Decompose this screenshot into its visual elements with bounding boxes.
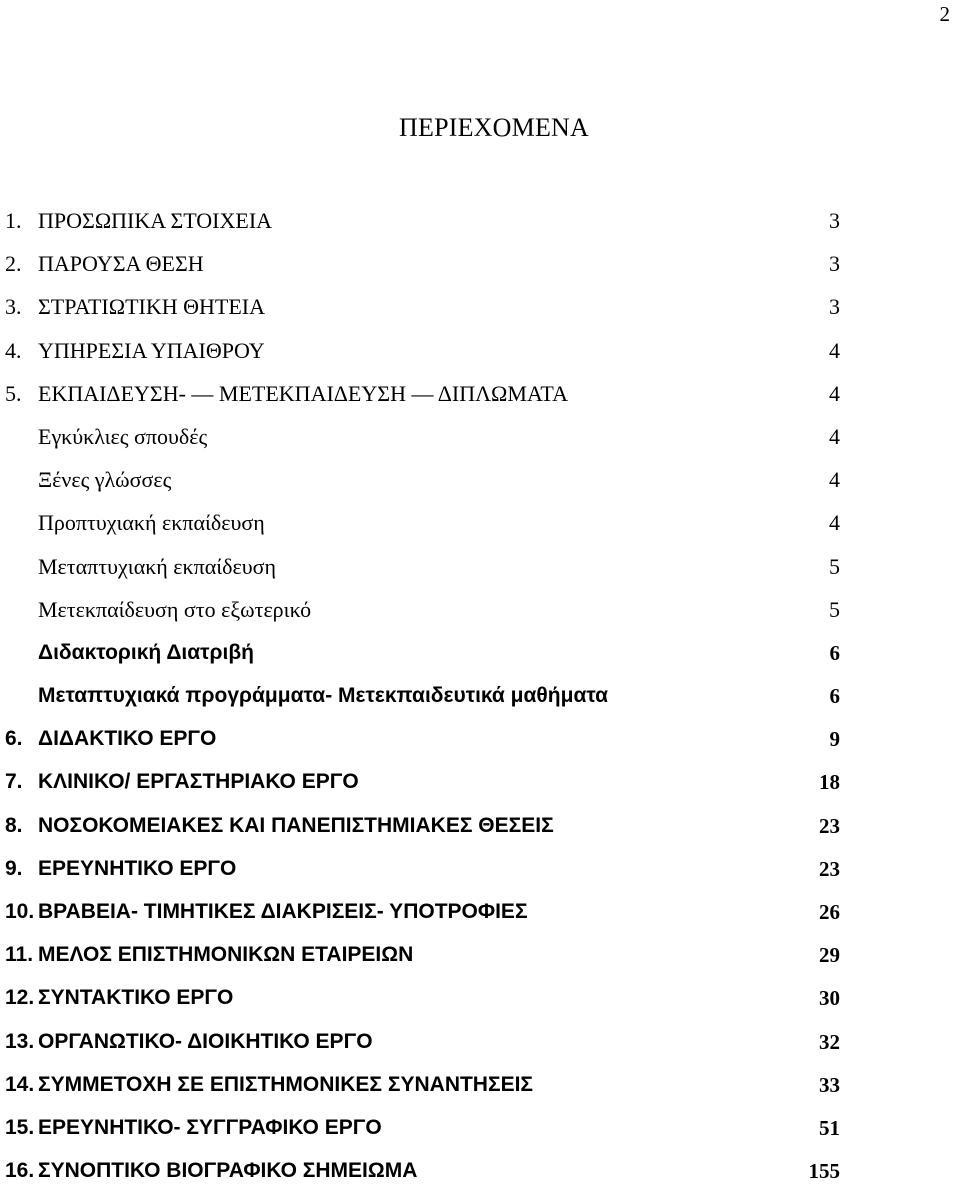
toc-entry[interactable] xyxy=(0,549,960,592)
toc-entry-page: 23 xyxy=(819,813,840,838)
toc-entry-label: ΔΙΔΑΚΤΙΚΟ ΕΡΓΟ xyxy=(38,727,217,751)
toc-entry-page: 23 xyxy=(819,856,840,881)
toc-entry-number: 11. xyxy=(5,943,34,967)
toc-entry[interactable] xyxy=(0,505,960,548)
toc-entry-label: Μεταπτυχιακή εκπαίδευση xyxy=(38,553,277,579)
toc-entry[interactable] xyxy=(0,635,960,678)
toc-entry[interactable] xyxy=(0,894,960,937)
toc-entry[interactable] xyxy=(0,851,960,894)
toc-entry[interactable] xyxy=(0,419,960,462)
toc-entry-page: 4 xyxy=(829,423,840,449)
toc-entry[interactable] xyxy=(0,592,960,635)
toc-entry-label: ΣΥΝΤΑΚΤΙΚΟ ΕΡΓΟ xyxy=(38,986,234,1010)
toc-entry-page: 4 xyxy=(829,380,840,406)
toc-entry-label: Εγκύκλιες σπουδές xyxy=(38,423,208,449)
toc-entry-label: ΝΟΣΟΚΟΜΕΙΑΚΕΣ ΚΑΙ ΠΑΝΕΠΙΣΤΗΜΙΑΚΕΣ ΘΕΣΕΙΣ xyxy=(38,813,554,837)
toc-entry-number: 1. xyxy=(5,208,22,233)
toc-entry[interactable] xyxy=(0,808,960,851)
toc-entry-page: 18 xyxy=(819,770,840,795)
toc-entry-label: Μετεκπαίδευση στο εξωτερικό xyxy=(38,596,312,622)
toc-entry-number: 3. xyxy=(5,294,22,320)
toc-entry-label: ΕΡΕΥΝΗΤΙΚΟ- ΣΥΓΓΡΑΦΙΚΟ ΕΡΓΟ xyxy=(38,1115,382,1139)
toc-entry-number: 13. xyxy=(5,1029,35,1053)
toc-entry-label: ΚΛΙΝΙΚΟ/ ΕΡΓΑΣΤΗΡΙΑΚΟ ΕΡΓΟ xyxy=(38,770,359,794)
toc-entry[interactable] xyxy=(0,764,960,807)
toc-entry[interactable] xyxy=(0,289,960,332)
toc-entry-page: 3 xyxy=(829,294,840,320)
toc-entry-label: ΕΡΕΥΝΗΤΙΚΟ ΕΡΓΟ xyxy=(38,856,237,880)
toc-entry-label: ΕΚΠΑΙΔΕΥΣΗ- — ΜΕΤΕΚΠΑΙΔΕΥΣΗ — ΔΙΠΛΩΜΑΤΑ xyxy=(38,380,568,406)
toc-entry[interactable] xyxy=(0,937,960,980)
toc-entry-label: ΣΤΡΑΤΙΩΤΙΚΗ ΘΗΤΕΙΑ xyxy=(38,294,265,320)
toc-entry-label: ΒΡΑΒΕΙΑ- ΤΙΜΗΤΙΚΕΣ ΔΙΑΚΡΙΣΕΙΣ- ΥΠΟΤΡΟΦΙΕΣ xyxy=(38,900,528,923)
toc-entry-page: 5 xyxy=(829,553,840,579)
toc-entry-page: 32 xyxy=(819,1029,840,1054)
toc-entry-page: 4 xyxy=(829,337,840,363)
toc-entry-page: 4 xyxy=(829,467,840,493)
toc-entry-label: Διδακτορική Διατριβή xyxy=(38,640,254,664)
toc-entry-page: 155 xyxy=(808,1159,840,1184)
toc-entry-number: 15. xyxy=(5,1115,35,1139)
toc-entry-number: 16. xyxy=(5,1159,35,1183)
toc-entry[interactable] xyxy=(0,1110,960,1153)
toc-entry[interactable] xyxy=(0,203,960,246)
toc-entry-label: ΟΡΓΑΝΩΤΙΚΟ- ΔΙΟΙΚΗΤΙΚΟ ΕΡΓΟ xyxy=(38,1029,373,1053)
page-number: 2 xyxy=(939,2,950,26)
toc-entry-page: 33 xyxy=(819,1072,840,1097)
toc-entry-number: 6. xyxy=(5,727,23,751)
toc-entry-number: 10. xyxy=(5,900,35,923)
toc-entry[interactable] xyxy=(0,333,960,376)
toc-entry-page: 3 xyxy=(829,208,840,233)
toc-entry-label: ΣΥΝΟΠΤΙΚΟ ΒΙΟΓΡΑΦΙΚΟ ΣΗΜΕΙΩΜΑ xyxy=(38,1159,418,1183)
toc-entry-label: ΥΠΗΡΕΣΙΑ ΥΠΑΙΘΡΟΥ xyxy=(38,337,265,363)
toc-entry[interactable] xyxy=(0,1067,960,1110)
toc-entry-label: Μεταπτυχιακά προγράμματα- Μετεκπαιδευτικά μαθήματα xyxy=(38,684,609,708)
toc-entry-page: 30 xyxy=(819,986,840,1011)
toc-entry[interactable] xyxy=(0,721,960,764)
toc-entry-label: Προπτυχιακή εκπαίδευση xyxy=(38,510,265,536)
toc-entry-label: Ξένες γλώσσες xyxy=(38,467,172,493)
toc-entry-number: 9. xyxy=(5,856,23,880)
toc-entry-page: 9 xyxy=(829,727,840,752)
toc-entry-page: 6 xyxy=(829,684,840,709)
toc-entry-label: ΠΑΡΟΥΣΑ ΘΕΣΗ xyxy=(38,251,204,277)
toc-entry-page: 5 xyxy=(829,596,840,622)
toc-entry-page: 29 xyxy=(819,943,840,968)
toc-entry-number: 7. xyxy=(5,770,23,794)
table-of-contents xyxy=(0,203,960,1196)
toc-entry-number: 5. xyxy=(5,380,22,406)
toc-entry-page: 6 xyxy=(829,640,840,665)
toc-entry-page: 51 xyxy=(819,1115,840,1140)
toc-entry-number: 4. xyxy=(5,337,22,363)
toc-entry[interactable] xyxy=(0,246,960,289)
toc-entry-number: 8. xyxy=(5,813,23,837)
toc-entry-label: ΠΡΟΣΩΠΙΚΑ ΣΤΟΙΧΕΙΑ xyxy=(38,208,273,233)
toc-entry-label: ΣΥΜΜΕΤΟΧΗ ΣΕ ΕΠΙΣΤΗΜΟΝΙΚΕΣ ΣΥΝΑΝΤΗΣΕΙΣ xyxy=(38,1072,534,1096)
toc-entry[interactable] xyxy=(0,376,960,419)
toc-entry-page: 4 xyxy=(829,510,840,536)
toc-entry[interactable] xyxy=(0,1024,960,1067)
toc-entry[interactable] xyxy=(0,462,960,505)
toc-entry[interactable] xyxy=(0,678,960,721)
toc-entry-page: 26 xyxy=(819,900,840,924)
toc-entry-number: 12. xyxy=(5,986,35,1010)
page-title: ΠΕΡΙΕΧΟΜΕΝΑ xyxy=(399,113,589,142)
toc-entry-number: 14. xyxy=(5,1072,35,1096)
toc-entry-page: 3 xyxy=(829,251,840,277)
toc-entry[interactable] xyxy=(0,980,960,1023)
toc-entry-label: ΜΕΛΟΣ ΕΠΙΣΤΗΜΟΝΙΚΩΝ ΕΤΑΙΡΕΙΩΝ xyxy=(38,943,414,967)
toc-entry-number: 2. xyxy=(5,251,22,277)
